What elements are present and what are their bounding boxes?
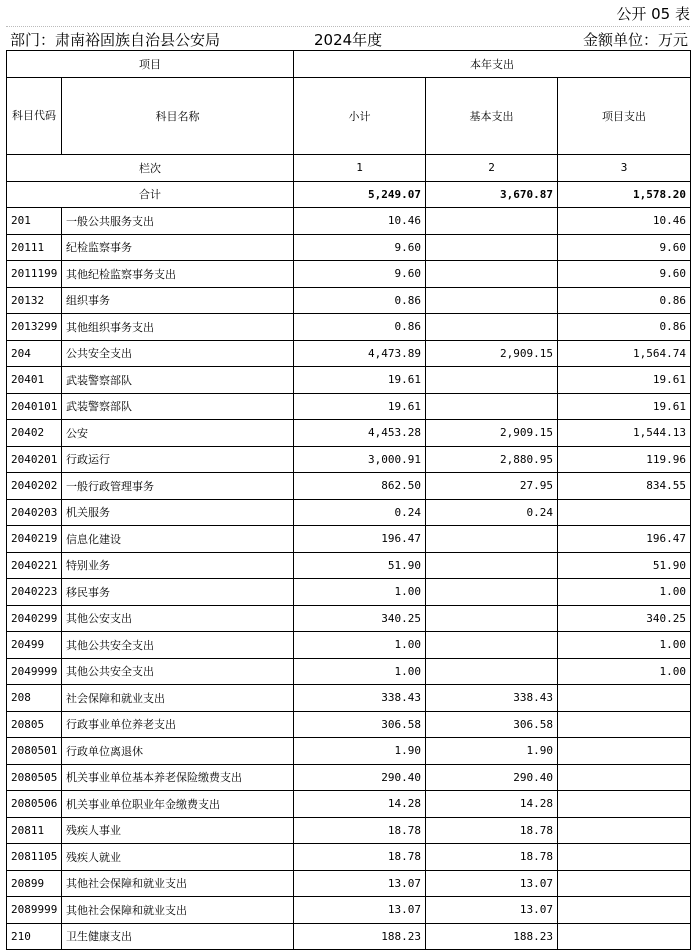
row-basic [426, 605, 558, 632]
row-name: 行政单位离退休 [62, 738, 294, 765]
row-name: 行政运行 [62, 446, 294, 473]
table-row [7, 393, 691, 420]
table-row [7, 446, 691, 473]
row-basic: 27.95 [426, 473, 558, 500]
row-subtotal: 4,473.89 [294, 340, 426, 367]
row-name: 机关服务 [62, 499, 294, 526]
row-basic: 18.78 [426, 817, 558, 844]
row-name: 卫生健康支出 [62, 923, 294, 950]
row-name: 纪检监察事务 [62, 234, 294, 261]
row-basic [426, 367, 558, 394]
row-name: 其他组织事务支出 [62, 314, 294, 341]
table-row [7, 526, 691, 553]
row-project: 1.00 [558, 632, 691, 659]
row-name: 其他公共安全支出 [62, 632, 294, 659]
row-name: 机关事业单位基本养老保险缴费支出 [62, 764, 294, 791]
row-code: 20132 [7, 287, 62, 314]
row-code: 2040202 [7, 473, 62, 500]
table-row [7, 473, 691, 500]
row-subtotal: 19.61 [294, 367, 426, 394]
row-code: 2080505 [7, 764, 62, 791]
row-code: 20899 [7, 870, 62, 897]
row-project: 1.00 [558, 658, 691, 685]
row-basic [426, 632, 558, 659]
row-code: 2013299 [7, 314, 62, 341]
row-subtotal: 14.28 [294, 791, 426, 818]
row-project: 9.60 [558, 261, 691, 288]
row-subtotal: 0.86 [294, 314, 426, 341]
row-code: 2040203 [7, 499, 62, 526]
row-basic: 13.07 [426, 870, 558, 897]
row-project: 1,564.74 [558, 340, 691, 367]
row-project [558, 870, 691, 897]
column-number-2: 2 [426, 155, 558, 182]
row-name: 社会保障和就业支出 [62, 685, 294, 712]
header-row-2 [7, 78, 691, 155]
row-name: 公安 [62, 420, 294, 447]
row-code: 210 [7, 923, 62, 950]
row-basic [426, 552, 558, 579]
row-subtotal: 51.90 [294, 552, 426, 579]
row-basic: 338.43 [426, 685, 558, 712]
table-row [7, 208, 691, 235]
header-name: 科目名称 [62, 78, 294, 155]
row-name: 行政事业单位养老支出 [62, 711, 294, 738]
row-subtotal: 4,453.28 [294, 420, 426, 447]
row-code: 2089999 [7, 897, 62, 924]
row-project [558, 897, 691, 924]
department-name: 部门：肃南裕固族自治县公安局 [10, 31, 221, 49]
row-basic [426, 208, 558, 235]
row-subtotal: 862.50 [294, 473, 426, 500]
department-row [6, 26, 690, 49]
row-subtotal: 3,000.91 [294, 446, 426, 473]
row-basic [426, 393, 558, 420]
row-basic [426, 314, 558, 341]
row-basic: 1.90 [426, 738, 558, 765]
row-subtotal: 306.58 [294, 711, 426, 738]
table-row [7, 367, 691, 394]
row-project: 9.60 [558, 234, 691, 261]
row-subtotal: 196.47 [294, 526, 426, 553]
row-code: 208 [7, 685, 62, 712]
column-number-label: 栏次 [7, 155, 294, 182]
row-project [558, 791, 691, 818]
table-row [7, 420, 691, 447]
row-subtotal: 10.46 [294, 208, 426, 235]
row-name: 一般公共服务支出 [62, 208, 294, 235]
row-name: 武装警察部队 [62, 393, 294, 420]
total-label: 合计 [7, 181, 294, 208]
table-row [7, 287, 691, 314]
table-row [7, 764, 691, 791]
header-subtotal: 小计 [294, 78, 426, 155]
header-row-1 [7, 51, 691, 78]
row-basic [426, 261, 558, 288]
row-code: 2040299 [7, 605, 62, 632]
row-subtotal: 9.60 [294, 234, 426, 261]
table-row [7, 738, 691, 765]
row-code: 2080501 [7, 738, 62, 765]
row-project: 119.96 [558, 446, 691, 473]
table-row [7, 711, 691, 738]
row-name: 其他公安支出 [62, 605, 294, 632]
table-row [7, 261, 691, 288]
table-row [7, 791, 691, 818]
table-row [7, 897, 691, 924]
row-project [558, 685, 691, 712]
row-name: 信息化建设 [62, 526, 294, 553]
row-code: 201 [7, 208, 62, 235]
table-row [7, 605, 691, 632]
row-subtotal: 0.86 [294, 287, 426, 314]
row-code: 20805 [7, 711, 62, 738]
row-project [558, 844, 691, 871]
row-project: 10.46 [558, 208, 691, 235]
form-number: 公开 05 表 [616, 5, 690, 23]
row-name: 特别业务 [62, 552, 294, 579]
row-code: 20111 [7, 234, 62, 261]
expense-table [6, 50, 691, 950]
row-subtotal: 1.00 [294, 658, 426, 685]
row-code: 2040201 [7, 446, 62, 473]
row-project [558, 817, 691, 844]
header-project: 项目 [7, 51, 294, 78]
row-name: 移民事务 [62, 579, 294, 606]
table-row [7, 499, 691, 526]
row-code: 2040223 [7, 579, 62, 606]
row-project: 0.86 [558, 287, 691, 314]
row-basic: 18.78 [426, 844, 558, 871]
row-subtotal: 19.61 [294, 393, 426, 420]
row-project: 340.25 [558, 605, 691, 632]
table-row [7, 844, 691, 871]
row-basic: 14.28 [426, 791, 558, 818]
row-subtotal: 9.60 [294, 261, 426, 288]
row-basic: 290.40 [426, 764, 558, 791]
row-code: 2040219 [7, 526, 62, 553]
table-row [7, 632, 691, 659]
row-basic [426, 658, 558, 685]
fiscal-year: 2024年度 [314, 31, 383, 49]
row-name: 公共安全支出 [62, 340, 294, 367]
row-code: 2011199 [7, 261, 62, 288]
row-subtotal: 1.90 [294, 738, 426, 765]
row-subtotal: 18.78 [294, 844, 426, 871]
row-code: 2080506 [7, 791, 62, 818]
total-project: 1,578.20 [558, 181, 691, 208]
row-basic: 2,909.15 [426, 420, 558, 447]
row-name: 其他公共安全支出 [62, 658, 294, 685]
row-basic: 2,880.95 [426, 446, 558, 473]
row-basic: 188.23 [426, 923, 558, 950]
row-basic [426, 287, 558, 314]
row-project: 19.61 [558, 367, 691, 394]
row-basic [426, 526, 558, 553]
row-project [558, 711, 691, 738]
table-row [7, 685, 691, 712]
table-row [7, 817, 691, 844]
total-row [7, 181, 691, 208]
row-code: 2081105 [7, 844, 62, 871]
table-row [7, 340, 691, 367]
table-row [7, 923, 691, 950]
row-subtotal: 1.00 [294, 632, 426, 659]
row-subtotal: 13.07 [294, 870, 426, 897]
row-basic: 306.58 [426, 711, 558, 738]
total-subtotal: 5,249.07 [294, 181, 426, 208]
row-subtotal: 290.40 [294, 764, 426, 791]
row-project: 19.61 [558, 393, 691, 420]
row-code: 20811 [7, 817, 62, 844]
row-project: 51.90 [558, 552, 691, 579]
row-code: 2040221 [7, 552, 62, 579]
row-project: 1,544.13 [558, 420, 691, 447]
row-subtotal: 188.23 [294, 923, 426, 950]
row-subtotal: 340.25 [294, 605, 426, 632]
table-row [7, 314, 691, 341]
row-subtotal: 0.24 [294, 499, 426, 526]
row-code: 20401 [7, 367, 62, 394]
row-subtotal: 338.43 [294, 685, 426, 712]
row-name: 机关事业单位职业年金缴费支出 [62, 791, 294, 818]
amount-unit: 金额单位：万元 [582, 31, 688, 49]
report-header [0, 0, 696, 50]
row-subtotal: 18.78 [294, 817, 426, 844]
row-name: 残疾人事业 [62, 817, 294, 844]
table-row [7, 658, 691, 685]
table-row [7, 579, 691, 606]
table-row [7, 552, 691, 579]
header-code: 科目代码 [7, 78, 62, 155]
total-basic: 3,670.87 [426, 181, 558, 208]
header-project-expense: 项目支出 [558, 78, 691, 155]
row-basic: 0.24 [426, 499, 558, 526]
column-number-3: 3 [558, 155, 691, 182]
row-basic [426, 579, 558, 606]
row-project [558, 499, 691, 526]
row-subtotal: 1.00 [294, 579, 426, 606]
row-name: 一般行政管理事务 [62, 473, 294, 500]
row-name: 组织事务 [62, 287, 294, 314]
table-row [7, 234, 691, 261]
row-basic [426, 234, 558, 261]
header-basic: 基本支出 [426, 78, 558, 155]
row-name: 武装警察部队 [62, 367, 294, 394]
row-project [558, 764, 691, 791]
row-project: 1.00 [558, 579, 691, 606]
row-code: 2040101 [7, 393, 62, 420]
row-code: 20402 [7, 420, 62, 447]
row-code: 2049999 [7, 658, 62, 685]
row-name: 其他纪检监察事务支出 [62, 261, 294, 288]
row-basic: 2,909.15 [426, 340, 558, 367]
row-code: 204 [7, 340, 62, 367]
header-current-expense: 本年支出 [294, 51, 691, 78]
row-project [558, 923, 691, 950]
row-project: 196.47 [558, 526, 691, 553]
row-project: 834.55 [558, 473, 691, 500]
row-subtotal: 13.07 [294, 897, 426, 924]
row-name: 其他社会保障和就业支出 [62, 897, 294, 924]
row-basic: 13.07 [426, 897, 558, 924]
row-code: 20499 [7, 632, 62, 659]
column-number-row [7, 155, 691, 182]
row-name: 其他社会保障和就业支出 [62, 870, 294, 897]
row-project: 0.86 [558, 314, 691, 341]
row-project [558, 738, 691, 765]
column-number-1: 1 [294, 155, 426, 182]
row-name: 残疾人就业 [62, 844, 294, 871]
table-row [7, 870, 691, 897]
